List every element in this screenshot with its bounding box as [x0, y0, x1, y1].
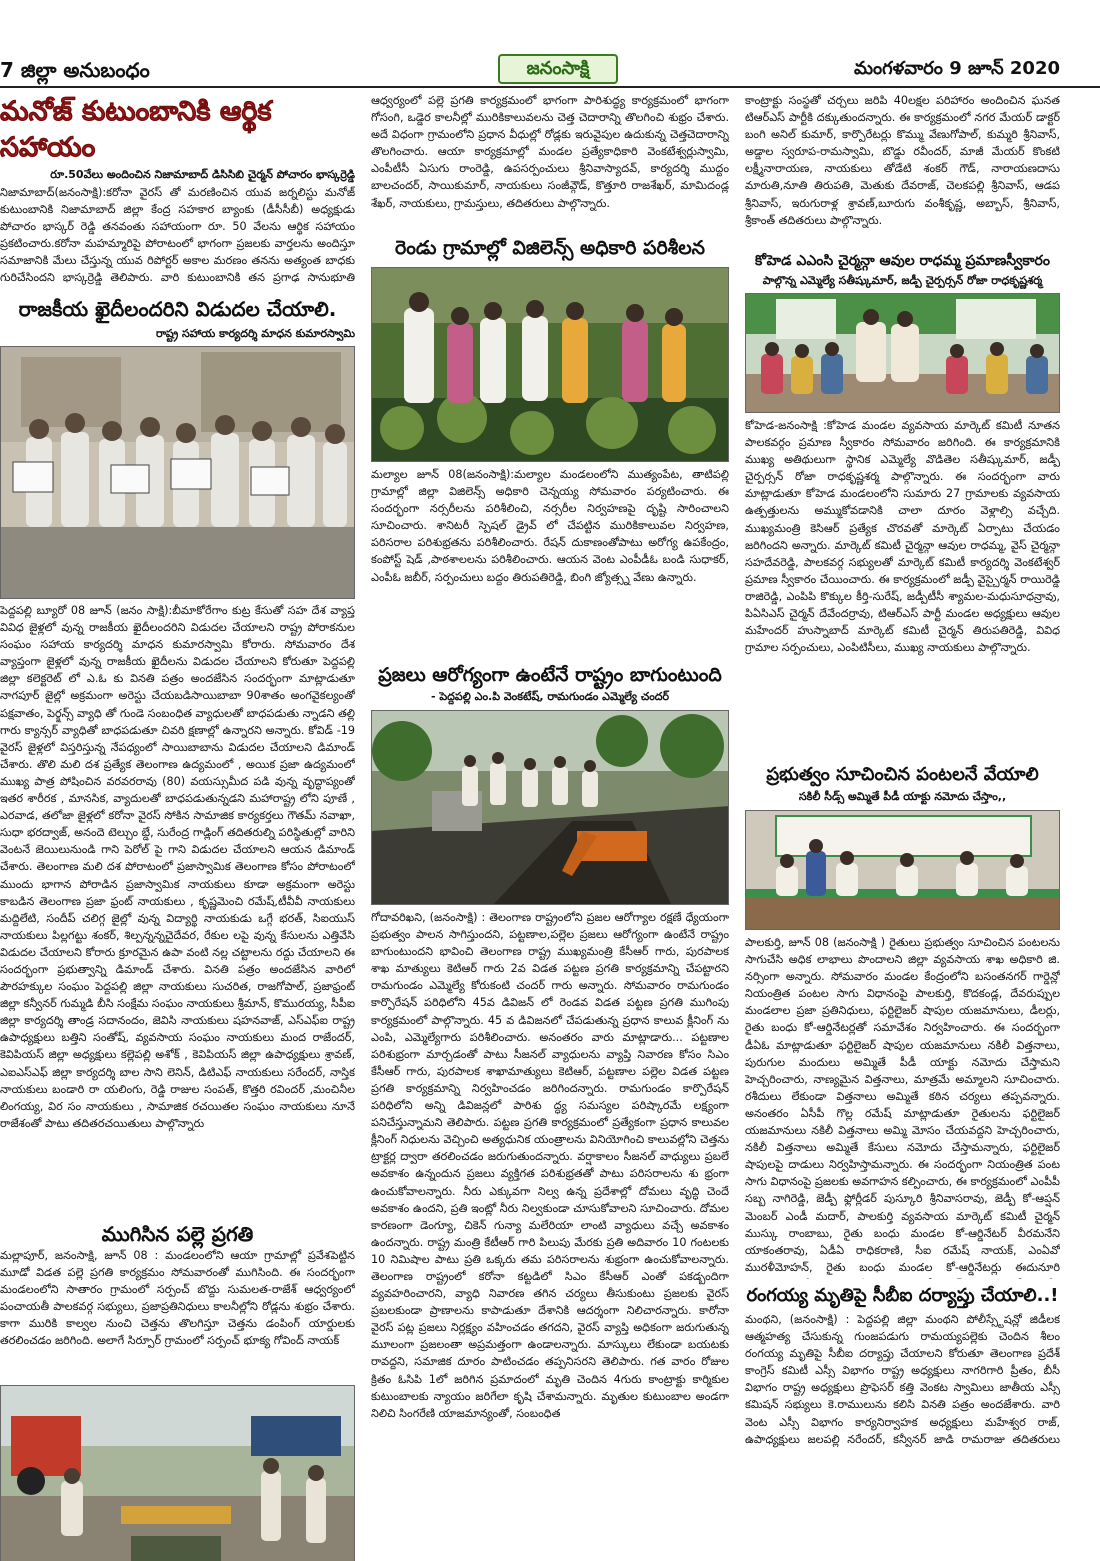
edition-date: మంగళవారం 9 జూన్ 2020 — [854, 58, 1060, 79]
amc-oath-ceremony-photo — [745, 293, 1060, 413]
canal-cleaning-photo — [371, 710, 729, 905]
article-headline: ప్రజలు ఆరోగ్యంగా ఉంటేనే రాష్ట్రం బాగుంటుంది — [378, 664, 722, 686]
article-body: పెద్దపల్లి బ్యూరో 08 జూన్ (జనం సాక్షి):బీమాకోరేగాం కుట్ర కేసుతో సహ దేశ వ్యాప్త వివిధ జైళ్లలో వున్న రాజకీయ ఖైదీలందరిని విడుదల చేయాలని రాష్ట్ర పోరాకనుల సంఘం సహాయ కార్యదర్శి మాధన కుమారస్వామి కోరారు. సోమవారం దేశ వ్యాప్తంగా జైళ్లలో వున్న రాజకీయ ఖైదీలను విడుదల చేయాలని కోరుతూ పెద్దపల్లి జిల్లా కలెక్టరెట్ లో ఎ.ఓ కు వినతి పత్రం అందజేసిన సందర్భంగా మాట్లాడుతూ నాగపూర్ జైల్లో అక్రమంగా అరెస్టు చేయబడిసాయిబాబా 90శాతం అంగవైకల్యంతో పక్షవాతం, పెర్క్షన్స్ వ్యాధి తో గుండె సంబంధిత వ్యాధులతో బాధపడుతు న్నాడని తల్లి గారు క్యాన్సర్ వ్యాధితో బాధపడుతూ చివరి క్షణాల్లో ఉన్నారని అన్నారు. కోవిడ్ -19 వైరస్ జైళ్లలో విస్తరిస్తున్న నేపధ్యంలో సాయిబాబాను విడుదల చేయాలని డిమాండ్ చేశారు. తొలి మలి దశ ప్రత్యేక తెలంగాణ ఉద్యమంలో , అయిక ప్రజా ఉద్యమంలో ముఖ్య పాత్ర పోషించిన వరవరరావు (80) వయస్సుమీద పడి వున్న వృద్ధాప్యంతో ఇతర శారీరక , మానసిక, వ్యాదులతో బాధపడుతున్నడని మహారాష్ట్ర లోని పూణే , ఎరవాడ, తలోజా జైళ్లలో కరోనా వైరస్ సోకిన సామాజిక కార్యకర్తలు గౌతమ్ నవాఖా, సుధా భరద్వాజ్, అనందె టెల్చుం బ్డే, సురేంద్ర గాడ్లింగ్ తదితరుల్ని పరిస్థితుల్లో వారిని వెంటనే జెయిలునుండి గాని పెరోల్ పై గాని విడుదల చేయాలని ఆయన డిమాండ్ చేశారు. తెలంగాణ మలి దశ పోరాటంలో ప్రజాస్వామిక తెలంగాణ కోసం పోరాటంలో ముందు భాగాన పోరాడిన ప్రజాస్వామిక నాయకులు కూడా అక్రమంగా అరెస్టు కాబడిన తెలంగాణ ప్రజా ఫ్రంట్ నాయకులు , కృష్ణమెంచి రమేష్,టీవీవీ నాయకులు మద్దిలేటి, సందీప్ చలిగ్గ జైల్లో వున్న విద్యార్థి నాయకుడు ఒగ్గే భరత్, సిఐయుస్ నాయకులు పిల్లగట్టు శంకర్, శిల్పన్నన్నచైదేవర, రేకుల లపై వున్న కేసులను ఎత్తివేసి విడుదల చేయాలని కోరారు క్రూరమైన ఉపా వంటి నల్ల చట్టాలను రద్దు చేయాలని ఈ సందర్భంగా ప్రభుత్వాన్ని డిమాండ్ చేశారు. వినతి పత్రం అందజేసిన వారిలో పౌరహక్కుల సంఘం పెద్దపల్లి జిల్లా నాయకులు సుచరిత, రాజగోపాల్, ప్రజాఫ్రంట్ జిల్లా కన్వీనర్ గుమ్మడి బీసి సంక్షేమ సంఘం నాయకులు శ్రీమాన్, కొమురయ్య, సీపీఐ జిల్లా కార్యదర్శి తాండ్ర సదానందం, జెవిసి నాయకులు షహనవాజ్, ఎస్ఎఫ్ఐ రాష్ట్ర ఉపాధ్యక్షులు బత్తిని సంతోష్, వ్యవసాయ సంఘం నాయకులు మంద రాజేందర్, కెవిపియస్ జిల్లా అధ్యక్షులు కల్లెపల్లి అశోక్ , కెవిపియస్ జిల్లా ఉపాధ్యక్షులు శ్రావణ్, ఎఐఎస్ఎఫ్ జిల్లా కార్యదర్శి బాల సాని లెనిన్, డిటిఎఫ్ నాయకులు సరేందర్, నాస్తిక నాయకులు బండారి రా యలింగు, రెడ్డి రాజుల సంపత్, కొత్తరి రవిందర్ ,మంచినీల లింగయ్య, విర సం నాయకులు , సామాజిక రచయితల సంఘం నాయకులు నూనే రాజేశంతో పాటు తదితరచయితులు పాల్గొన్నారు — [0, 604, 355, 1130]
article-subheadline: పాల్గొన్న ఎమ్మెల్యే సతీష్కుమార్, జడ్పీ చైర్పర్సన్ రోజా రాధకృష్ణశర్మ — [762, 274, 1043, 287]
column-1 — [0, 92, 355, 1561]
article-headline: కోహెడ ఎఎంసి చైర్మన్గా ఆవుల రాధమ్మ ప్రమాణస్వీకారం — [755, 253, 1050, 269]
article-body: మల్లాపూర్, జనంసాక్షి, జూన్ 08 : మండలంలోని ఆయా గ్రామాల్లో ప్రవేశపెట్టిన మూడో విడత పల్లె ప్రగతి కార్యక్రమం సోమవారంతో ముగిసింది. ఈ సందర్భంగా మండలంలోని సాతారం గ్రామంలో సర్పంచ్ బొద్దు సుమలత-రాజేశ్ ఆధ్వర్యంలో పంచాయతీ పాలకవర్గ సభ్యులు, ప్రజాప్రతినిధులు కాలనీల్లోని రోడ్లను శుభ్రం చేశారు. కాగా మురికి కాల్వల నుంచి చెత్తను తొలగిస్తూ చెత్తను డంపింగ్ యార్డులకు తరలించడం జరిగింది. అలాగే సిర్పూర్ గ్రామంలో సర్పంచ్ భూక్య గోవింద్ నాయక్ — [0, 1249, 355, 1348]
article-subheadline: - పెద్దపల్లి ఎం.పి వెంకటేష్, రామగుండం ఎమ్మెల్యే చందర్ — [430, 690, 670, 703]
article-headline: రాజకీయ ఖైదీలందరిని విడుదల చేయాలి. — [18, 297, 337, 321]
article-headline: రెండు గ్రామాల్లో విజిలెన్స్ అధికారి పరిశీలన — [394, 237, 706, 259]
nursery-inspection-photo — [371, 267, 729, 462]
column-3 — [745, 92, 1060, 1448]
article-body: మల్యాల జూన్ 08(జనంసాక్షి):మల్యాల మండలంలోని ముత్యంపేట, తాటిపల్లి గ్రామాల్లో జిల్లా విజిలెన్స్ అధికారి చెన్నయ్య సోమవారం పర్యటించారు. ఈ సందర్భంగా నర్సరీలను పరిశీలించి, నర్సరీల నిర్వహణపై దృష్టి సారించాలని సూచించారు. శానిటరీ స్పెషల్ డ్రైవ్ లో చేపట్టిన మురికికాలువల నిర్వహణ, పరిసరాల పరిశుభ్రతను పరిశీలించారు. రేషన్ దుకాణంతోపాటు అరోగ్య ఉపకేంద్రం, కంపోస్ట్ షెడ్ ,పాఠశాలలను పరిశీలించారు. ఆయన వెంట ఎంపీడీఓ బండి సుధాకర్, ఎంపీఓ జబీర్, సర్పంచులు బద్దం తిరుపతిరెడ్డి, బింగి జ్యోత్స్న వేణు ఉన్నారు. — [371, 468, 729, 584]
article-headline: రంగయ్య మృతిపై సీబీఐ దర్యాప్తు చేయాలి..! — [746, 1285, 1059, 1306]
farmers-meeting-photo — [745, 810, 1060, 930]
article-headline: ముగిసిన పల్లె ప్రగతి — [101, 1222, 254, 1246]
article-body: నిజామాబాద్(జనంసాక్షి):కరోనా వైరస్ తో మరణించిన యువ జర్నలిస్టు మనోజ్ కుటుంబానికి నిజామాబాద్ జిల్లా కేంద్ర సహకార బ్యాంకు (డీసీసీబీ) అధ్యక్షుడు పోచారం భాస్కర్ రెడ్డి తనవంతు సహాయంగా రూ. 50 వేలను ఆర్థిక సహాయం ప్రకటించారు.కరోనా మహమ్మారిపై పోరాటంలో భాగంగా ప్రజలకు వార్తలను అందిస్తూ సమాజానికి మేలు చేస్తున్న యువ రిపోర్టర్ అకాల మరణం తనను అత్యంత బాధకు గురిచేసిందని భాస్కర్రెడ్డి తెలిపారు. వారి కుటుంబానికి తన ప్రగాఢ సానుభూతి — [0, 186, 355, 285]
article-subheadline: రూ.50వేలు అందించిన నిజామాబాద్ డిసిసిబి చైర్మన్ పోచారం భాస్కర్రెడ్డి — [50, 168, 355, 181]
article-body: ఆధ్వర్యంలో పల్లె ప్రగతి కార్యక్రమంలో భాగంగా పారిశుద్ధ్య కార్యక్రమంలో భాగంగా గోసంగి, ఒడ్డెర కాలనీల్లో మురికికాలువలను చెత్త చెదారాన్ని తొలగించి శుభ్రం చేశారు. అదే విధంగా గ్రామంలోని ప్రధాన వీధుల్లో రోడ్లకు ఇరువైపుల ఉదుకున్న చెత్తచెదారాన్ని తొలగించారు. ఆయా కార్యక్రమాల్లో మండల ప్రత్యేకాధికారి వెంకటేశ్వర్లుస్వామి, ఎంపీటీసీ ఏసుగు రాంరెడ్డి, ఉపసర్పంచులు శ్రీనివాస్యాదవ్, కార్యదర్శి ముద్దం బాలచందర్, సాయికుమార్, నాయకులు సంజీవ్గౌడ్, కొత్తూరి రాజశేఖర్, మామిదండ్ల శేఖర్, నాయకులు, గ్రామస్తులు, తదితరులు పాల్గొన్నారు. — [371, 94, 729, 210]
article-body: కాంట్రాక్టు సంస్థతో చర్చలు జరిపి 40లక్షల పరిహారం అందించిన ఘనత టిఆర్ఎస్ పార్టీకి దక్కుతుందన్నారు. ఈ కార్యక్రమంలో నగర మేయర్ డాక్టర్ బంగి అనిల్ కుమార్, కార్పొరేటర్లు కొమ్ము వేణుగోపాల్, కుమ్మరి శ్రీనివాస్, అడ్డాల స్వరూప-రామస్వామి, బొడ్డు రవీందర్, మాజీ మేయర్ కొంకటి లక్ష్మీనారాయణ, నాయకులు తోడేటి శంకర్ గౌడ్, నారాయణదాసు మారుతి,నూతి తిరుపతి, మెతుకు దేవరాజ్, చెలకపల్లి శ్రీనివాస్, ఆడప శ్రీనివాస్, ఇరుగురాళ్ల శ్రావణ్,బూరుగు వంశీకృష్ణ, అబ్బాస్, శ్రీనివాస్, శ్రీకాంత్ తదితరులు పాల్గొన్నారు. — [745, 94, 1060, 227]
column-2 — [371, 92, 729, 1561]
newspaper-logo: జనంసాక్షి — [498, 54, 618, 84]
article-headline: ప్రభుత్వం సూచించిన పంటలనే వేయాలి — [766, 764, 1039, 785]
protest-photo — [0, 346, 355, 599]
village-cleaning-photo — [0, 1385, 355, 1561]
article-subheadline: సకిలీ సీడ్స్ అమ్మితే పీడీ యాక్టు నమోదు చేస్తాం,, — [798, 790, 1007, 803]
article-body: పాలకుర్తి, జూన్ 08 (జనంసాక్షి ) రైతులు ప్రభుత్వం సూచించిన పంటలను సాగుచేసి అధిక లాభాలు పొందాలని జిల్లా వ్యవసాయ శాఖ అధికారి జి. నర్సింగా అన్నారు. సోమవారం మండల కేంద్రంలోని బసంతనగర్ గార్డెన్లో నియంత్రిత పంటల సాగు విధానంపై పాలకుర్తి, కొదకండ్ల, దేవరుప్పుల మండలాల ప్రజా ప్రతినిధులు, ఫర్టిలైజర్ షాపుల యజమానులు, డీలర్లు, రైతు బంధు కో-ఆర్డినేటర్లతో సమావేశం నిర్వహించారు. ఈ సందర్భంగా డీఏఓ మాట్లాడుతూ ఫర్టిలైజర్ షాపుల యజమానులు నకిలీ విత్తనాలు, పురుగుల మందులు అమ్మితే పీడీ యాక్టు నమోదు చేస్తామని హెచ్చరించారు, నాణ్యమైన విత్తనాలు, మాత్రమే అమ్మాలని సూచించారు. రశీదులు లేకుండా విత్తనాలు అమ్మితే కఠిన చర్యలు తప్పవన్నారు. అనంతరం ఏసీపీ గొల్ల రమేష్ మాట్లాడుతూ రైతులను ఫర్టిలైజర్ యజమానులు నకిలీ విత్తనాలు అమ్మి మోసం చేయవద్దని హెచ్చరించారు, నకిలీ విత్తనాలు అమ్మితే కేసులు నమోదు చేస్తామన్నారు, ఫర్టిలైజర్ షాపులపై దాడులు నిర్వహిస్తామన్నారు. ఈ సందర్భంగా నియంత్రిత పంట సాగు విధానంపై ప్రజలకు అవగాహన కల్పించారు, ఈ కార్యక్రమంలో ఎంపీపీ సబ్బ నాగిరెడ్డి, జెడ్పీ ఫ్లోర్లీడర్ పుస్కూరి శ్రీనివాసరావు, జెడ్పీ కో-ఆప్షన్ మెంబర్ ఎండీ మదార్, పాలకుర్తి వ్యవసాయ మార్కెట్ కమిటీ చైర్మన్ ముస్కు రాంబాబు, రైతు బంధు మండల కో-ఆర్డినేటర్ వీరమనేని యాకంతరావు, ఏడీఏ రాధికరాణి, సీఐ రమేష్ నాయక్, ఎంఏవో మురళీమోహన్, రైతు బంధు మండల కో-ఆర్డినేటర్లు ఈదునూరి — [745, 936, 1060, 1274]
page-label: 7 జిల్లా అనుబంధం — [0, 58, 150, 82]
article-body: కోహెడ-జనంసాక్షి :కోహెడ మండల వ్యవసాయ మార్కెట్ కమిటీ నూతన పాలకవర్గం ప్రమాణ స్వీకారం సోమవారం జరిగింది. ఈ కార్యక్రమానికి ముఖ్య అతిథులుగా స్థానిక ఎమ్మెల్యే వొడితెల సతీష్కుమార్, జడ్పీ చైర్పర్సన్ రోజా రాధకృష్ణశర్మ పాల్గొన్నారు. ఈ సందర్భంగా వారు మాట్లాడుతూ కోహెడ మండలంలోని సుమారు 27 గ్రామాలకు వ్యవసాయ ఉత్పత్తులను అమ్ముకోవడానికి చాలా దూరం వెళ్లాల్సి వచ్చేది. ముఖ్యమంత్రి కెసిఆర్ ప్రత్యేక చొరవతో మార్కెట్ ఏర్పాటు చేయడం జరిగిందని అన్నారు. మార్కెట్ కమిటీ చైర్మన్గా ఆవుల రాధమ్మ, వైస్ చైర్మన్గా సహదేవరెడ్డి, పాలకవర్గ సభ్యులతో మార్కెట్ కమిటీ కార్యదర్శి వెంకటేశ్వర్ ప్రమాణ స్వీకారం చేయించారు. ఈ కార్యక్రమంలో జడ్పీ వైస్చైర్మన్ రాయిరెడ్డి రాజిరెడ్డి, ఎంపిపి కొక్కుల కీర్తి-సురేష్, జడ్పీటీసీ శ్యామల-మధుసూధన్రావు, పిఏసిఎస్ చైర్మన్ దేవేందర్రావు, టిఆర్ఎస్ పార్టీ మండల అధ్యక్షులు ఆవుల మహేందర్ హుస్నాబాద్ మార్కెట్ కమిటీ చైర్మన్ తిరుపతిరెడ్డి, వివిధ గ్రామాల సర్పంచులు, ఎంపిటిసీలు, ముఖ్య నాయకులు పాల్గొన్నారు. — [745, 419, 1060, 655]
article-subheadline: రాష్ట్ర సహాయ కార్యదర్శి మాధన కుమారస్వామి — [155, 327, 355, 340]
masthead — [0, 54, 1100, 88]
article-headline: మనోజ్ కుటుంబానికి ఆర్థిక సహాయం — [0, 96, 272, 163]
article-body: మంథని, (జనంసాక్షి) : పెద్దపల్లి జిల్లా మంథని పోలీస్స్టేషన్లో జిడీలక ఆత్మహత్య చేసుకున్న గుంజపడుగు రామయ్యపల్లెకు చెందిన శీలం రంగయ్య మృతిపై సీబీఐ దర్యాప్తు చేయాలని కోరుతూ తెలంగాణ ప్రదేశ్ కాంగ్రెస్ కమిటీ ఎస్సీ విభాగం రాష్ట్ర అధ్యక్షులు నాగరిగారి ప్రీతం, బీసీ విభాగం రాష్ట్ర అధ్యక్షులు ప్రొఫెసర్ కత్తి వెంకట స్వామిలు జాతీయ ఎస్సీ కమిషన్ సభ్యులు కె.రాములును కలిసి వినతి పత్రం అందజేశారు. వారి వెంట ఎస్సీ విభాగం కార్యనిర్వాహక అధ్యక్షులు మహేశ్వర రాజ్, ఉపాధ్యక్షులు జలపల్లి నరేందర్, కన్వీనర్ జాడి రామరాజు తదితరులు — [745, 1313, 1060, 1446]
article-body: గోదావరిఖని, (జనంసాక్షి) : తెలంగాణ రాష్ట్రంలోని ప్రజల ఆరోగ్యాల రక్షణే ధ్యేయంగా ప్రభుత్వం పాలన సాగిస్తుందని, పట్టణాల,పల్లెల ప్రజలు ఆరోగ్యంగా ఉంటేనే రాష్ట్రం బాగుంటుందని భావించి తెలంగాణ రాష్ట్ర ముఖ్యమంత్రి కేసీఆర్ గారు, పురపాలక శాఖ మాత్యులు కెటిఆర్ గారు 2వ విడత పట్టణ ప్రగతి కార్యక్రమాన్ని చేపట్టారని రామగుండం ఎమ్మెల్యే కోరుకంటి చందర్ గారు అన్నారు. సోమవారం రామగుండం కార్పొరేషన్ పరిధిలోని 45వ డివిజన్ లో రెండవ విడత పట్టణ ప్రగతి ముగింపు కార్యక్రమంలో పాల్గొన్నారు. 45 వ డివిజనలో చేపడుతున్న ప్రధాన కాలువ క్లీనింగ్ ను ఎంపి, ఎమ్మెల్యేగారు పరిశీలించారు. అనంతరం వారు మాట్లాడారు... పట్టణాల పరిశుభ్రంగా మార్చడంతో పాటు సీజనల్ వ్యాధులను వ్యాప్తి నివారణ కోసం సిఎం కేసీఆర్ గారు, పురపాలక శాఖామాత్యులు కెటిఆర్, పట్టణాల పల్లెల విడత పట్టణ ప్రగతి కార్యక్రమాన్ని నిర్వహించడం జరిగిందన్నారు. రామగుండం కార్పొరేషన్ పరిధిలోని అన్ని డివిజన్లలో పారిశు ద్ధ్య సమస్యల పరిష్కారమే లక్ష్యంగా పనిచేస్తున్నామని తెలిపారు. పట్టణ ప్రగతి కార్యక్రమంలో ప్రత్యేకంగా ప్రధాన కాలువల క్లీనింగ్ నిధులను వెచ్చించి అత్యధునిక యంత్రాలను వినియోగించి కాలువల్లోని చెత్తను ట్రాక్టర్ల ద్వారా తరలించడం జరుగుతుందన్నారు. వర్షాకాలం సీజనల్ వాధ్యులు ప్రబలే అవకాశం ఉన్నందున ప్రజలు వ్యక్తిగత పరిశుభ్రతతో పాటు పరిసరాలను శు భ్రంగా ఉంచుకోవాలన్నారు. నీరు ఎక్కువగా నిల్వ ఉన్న ప్రదేశాల్లో దోమలు వృద్ధి చెందే అవకాశం ఉందని, ప్రతి ఇంట్లో నీరు నిల్వకుండా చూసుకోవాలని సూచించారు. దోమల కారణంగా డెంగ్యూ, చికెన్ గున్యా మలేరియా లాంటి వ్యాధులు వచ్చే అవకాశం ఉందన్నారు. రాష్ట్ర మంత్రి కేటీఆర్ గారి పిలుపు మేరకు ప్రతి అదివారం 10 గంటలకు 10 నిమిషాల పాటు ప్రతి ఒక్కరు తమ పరిసరాలను శుభ్రంగా ఉంచుకోవాలన్నారు. తెలంగాణ రాష్ట్రంలో కరోనా కట్టడిలో సిఎం కేసీఆర్ ఎంతో పకడ్బందిగా వ్యవహరించారని, వ్యాధి నివారణ తగిన చర్యలు తీసుకుంటు ప్రజలకు వైరస్ ప్రబలకుండా ప్రాణాలను కాపాడుతూ దేశానికి ఆదర్శంగా నిలిచారన్నారు. కారోనా వైరస్ పట్ల ప్రజలు నిర్లక్ష్యం వహించడం తగదని, వైరస్ వ్యాప్తి అధికంగా జరుగుతున్న మూలంగా ప్రజలంతా అప్రమత్తంగా ఉండాలన్నారు. మాస్కులు లేకుండా బయటకు రావద్దని, సమాజిక దూరం పాటించడం తప్పనిసరని తెలిపారు. గత వారం రోజుల క్రితం ఓసిపి 1లో జరిగిన ప్రమాదంలో మృతి చెందిన 4గురు కాంట్రాక్టు కార్మికుల కుటుంబాలకు న్యాయం జరిగేలా కృషి చేశామన్నారు. మృతుల కుటుంబాల అండగా నిలిచి సింగరేణి యాజమాన్యంతో, సంబంధిత — [371, 911, 729, 1420]
